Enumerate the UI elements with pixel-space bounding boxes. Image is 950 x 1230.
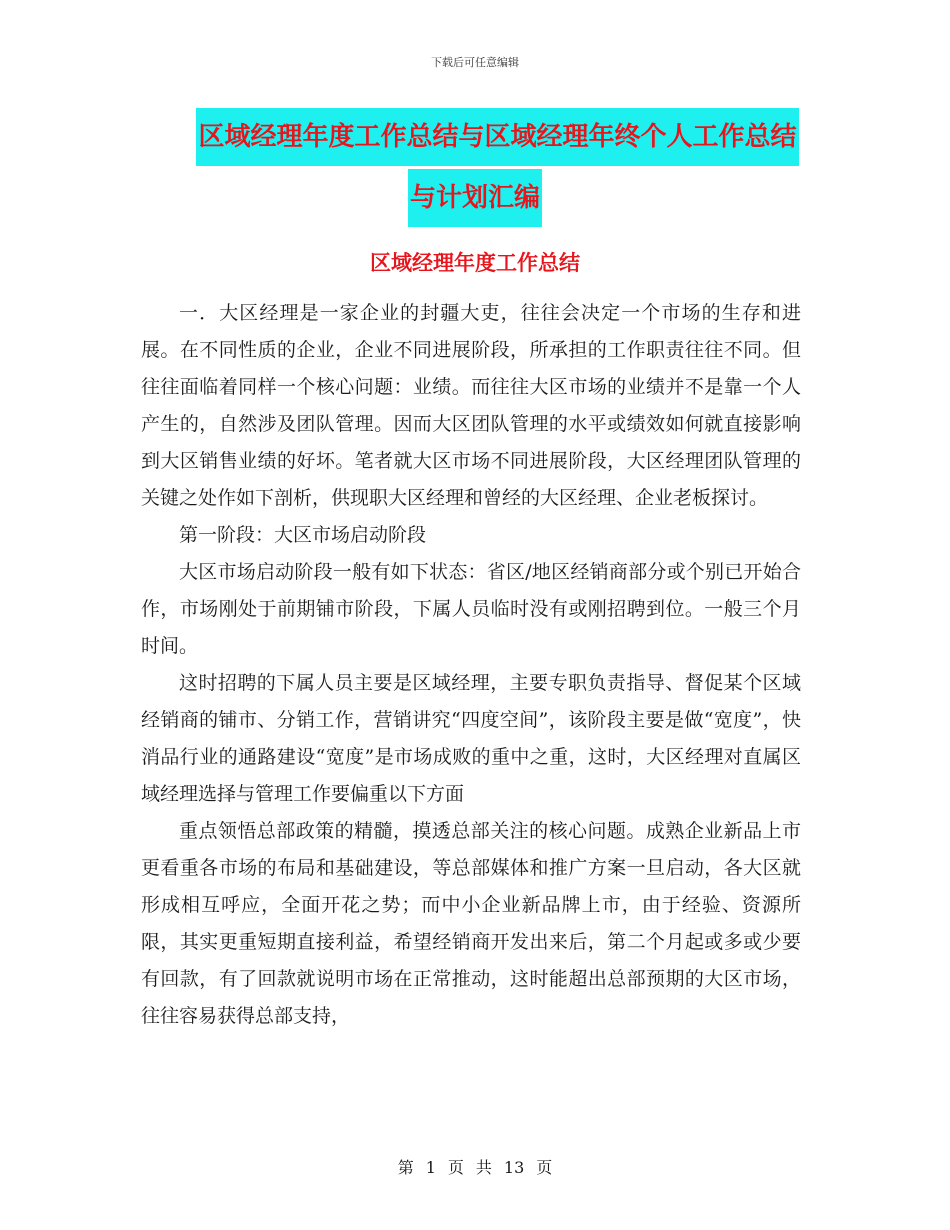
footer-total-prefix: 共 [475, 1158, 492, 1177]
page-footer [0, 1155, 950, 1178]
footer-page-unit: 页 [447, 1158, 464, 1177]
paragraph: 这时招聘的下属人员主要是区域经理，主要专职负责指导、督促某个区域经销商的铺市、分销工作，营销讲究“四度空间”，该阶段主要是做“宽度”，快消品行业的通路建设“宽度”是市场成败的重中之重，这时，大区经理对直属区域经理选择与管理工作要偏重以下方面 [141, 672, 801, 805]
document-title [0, 108, 950, 230]
footer-total-pages: 13 [503, 1158, 525, 1177]
paragraph: 重点领悟总部政策的精髓，摸透总部关注的核心问题。成熟企业新品上市更看重各市场的布局和基础建设，等总部媒体和推广方案一旦启动，各大区就形成相互呼应，全面开花之势；而中小企业新品牌上市，由于经验、资源所限，其实更重短期直接利益，希望经销商开发出来后，第二个月起或多或少要有回款，有了回款就说明市场在正常推动，这时能超出总部预期的大区市场，往往容易获得总部支持， [141, 820, 801, 1027]
paragraph: 大区市场启动阶段一般有如下状态：省区/地区经销商部分或个别已开始合作，市场刚处于前期铺市阶段，下属人员临时没有或刚招聘到位。一般三个月时间。 [141, 561, 801, 657]
paragraph: 第一阶段：大区市场启动阶段 [179, 524, 427, 546]
footer-page-number: 1 [425, 1158, 436, 1177]
header-note: 下载后可任意编辑 [431, 56, 519, 69]
title-line-2: 与计划汇编 [408, 169, 542, 227]
paragraph: 一．大区经理是一家企业的封疆大吏，往往会决定一个市场的生存和进展。在不同性质的企业，企业不同进展阶段，所承担的工作职责往往不同。但往往面临着同样一个核心问题：业绩。而往往大区市场的业绩并不是靠一个人产生的，自然涉及团队管理。因而大区团队管理的水平或绩效如何就直接影响到大区销售业绩的好坏。笔者就大区市场不同进展阶段，大区经理团队管理的关键之处作如下剖析，供现职大区经理和曾经的大区经理、企业老板探讨。 [141, 302, 801, 509]
footer-total-unit: 页 [536, 1158, 553, 1177]
section-heading: 区域经理年度工作总结 [370, 251, 580, 275]
footer-prefix: 第 [397, 1158, 414, 1177]
body-text [141, 295, 801, 1035]
title-line-1: 区域经理年度工作总结与区域经理年终个人工作总结 [196, 108, 798, 166]
